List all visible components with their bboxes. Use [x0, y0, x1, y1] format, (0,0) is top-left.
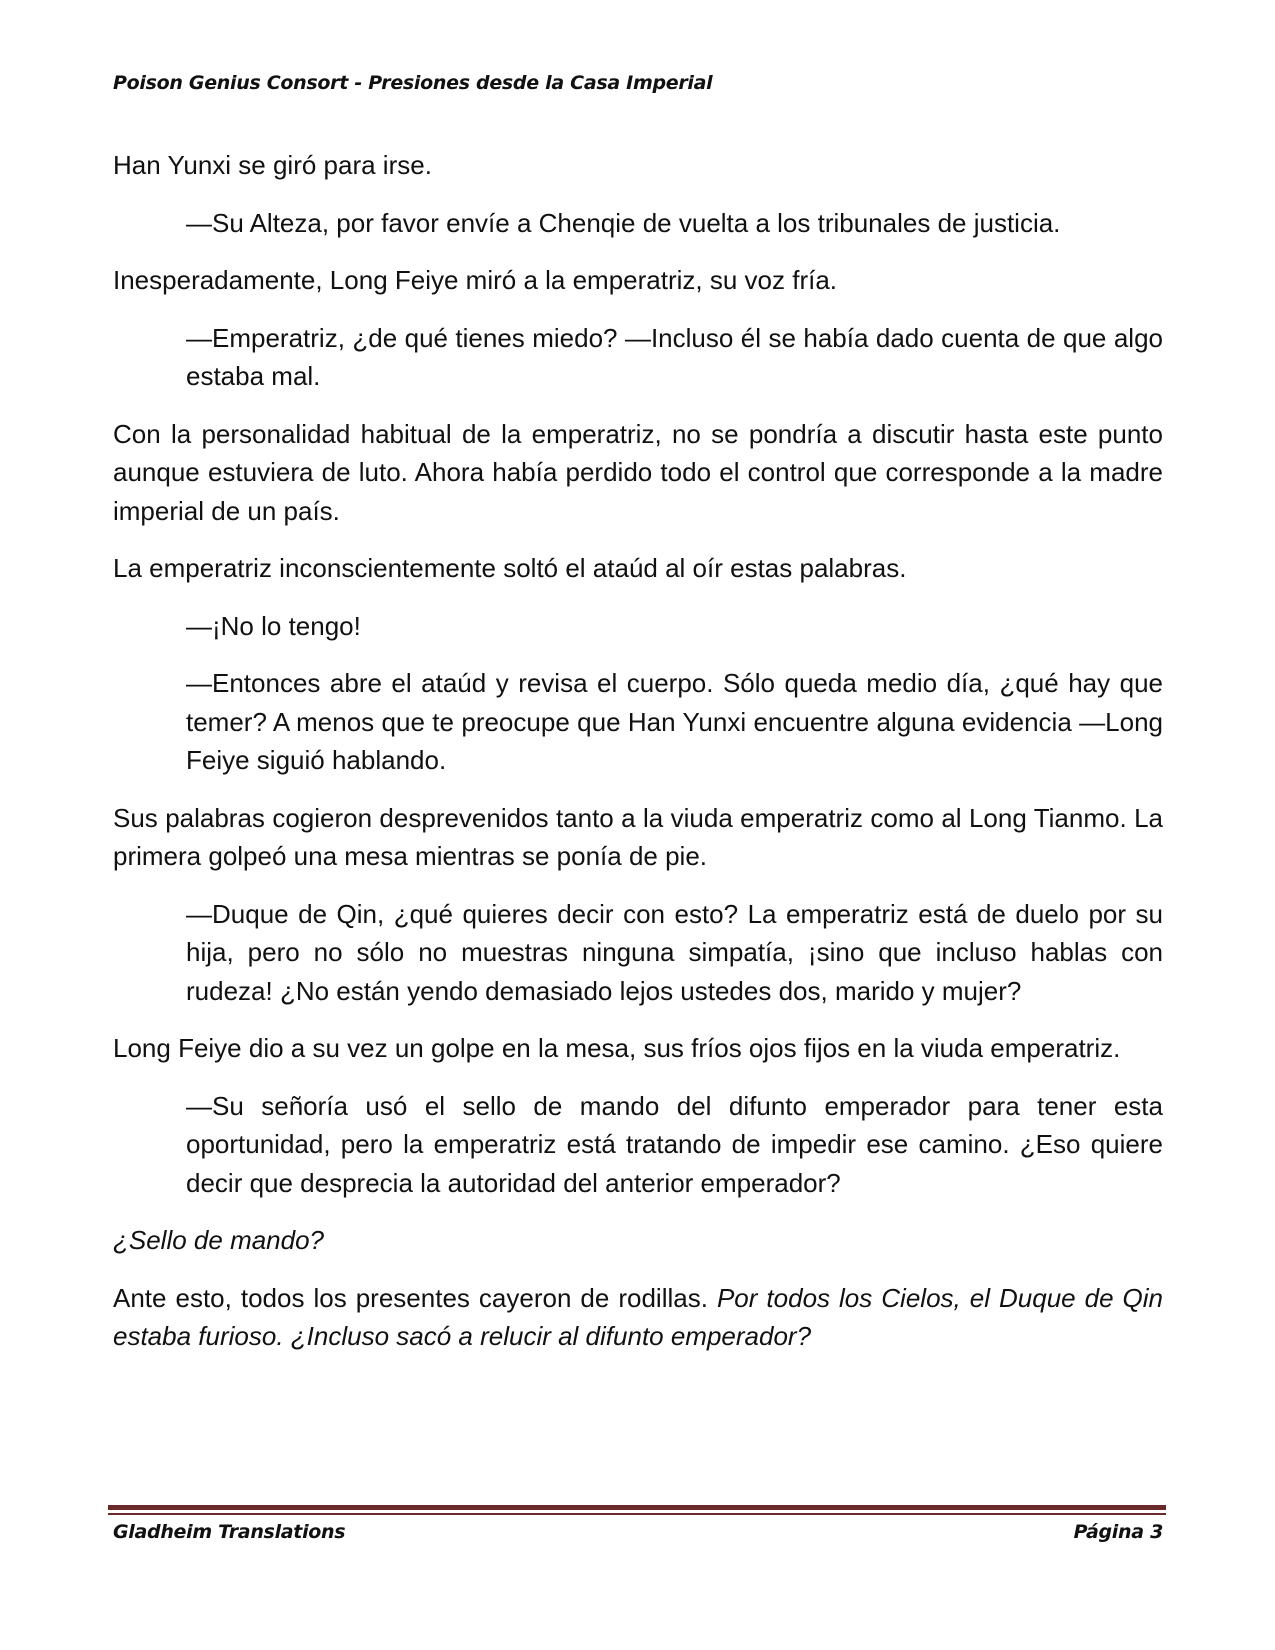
paragraph-plain-text: Ante esto, todos los presentes cayeron de rodillas.	[113, 1282, 717, 1313]
footer-divider-thick	[108, 1505, 1166, 1510]
page-header-title: Poison Genius Consort - Presiones desde la Casa Imperial	[113, 72, 713, 94]
dialogue-paragraph: —Su Alteza, por favor envíe a Chenqie de vuelta a los tribunales de justicia.	[186, 207, 1061, 238]
paragraph: Con la personalidad habitual de la emperatriz, no se pondría a discutir hasta este punto aunque estuviera de luto. Ahora había perdido todo el control que corresponde a la madre imperial de un país.	[113, 418, 1163, 526]
paragraph: La emperatriz inconscientemente soltó el ataúd al oír estas palabras.	[113, 553, 907, 583]
footer-divider-thin	[108, 1513, 1166, 1515]
paragraph: Long Feiye dio a su vez un golpe en la mesa, sus fríos ojos fijos en la viuda emperatriz.	[113, 1033, 1121, 1063]
page-body	[113, 146, 1163, 1375]
footer-publisher: Gladheim Translations	[113, 1521, 346, 1543]
dialogue-paragraph: —Duque de Qin, ¿qué quieres decir con esto? La emperatriz está de duelo por su hija, pero no sólo no muestras ninguna simpatía, ¡sino que incluso hablas con rudeza! ¿No están yendo demasiado lejos ustedes dos, marido y mujer?	[186, 898, 1163, 1006]
footer-page-number: Página 3	[1073, 1521, 1163, 1543]
paragraph-mixed	[113, 1279, 1163, 1356]
paragraph-italic-thought: Por todos los Cielos, el Duque de Qin estaba furioso. ¿Incluso sacó a relucir al difunto emperador?	[113, 1282, 1164, 1351]
dialogue-paragraph: —Su señoría usó el sello de mando del difunto emperador para tener esta oportunidad, pero la emperatriz está tratando de impedir ese camino. ¿Eso quiere decir que desprecia la autoridad del anterior emperador?	[186, 1090, 1163, 1198]
paragraph: Inesperadamente, Long Feiye miró a la emperatriz, su voz fría.	[113, 265, 838, 295]
dialogue-paragraph: —¡No lo tengo!	[186, 610, 361, 641]
paragraph: Sus palabras cogieron desprevenidos tanto a la viuda emperatriz como al Long Tianmo. La primera golpeó una mesa mientras se ponía de pie.	[113, 802, 1163, 871]
dialogue-paragraph: —Emperatriz, ¿de qué tienes miedo? —Incluso él se había dado cuenta de que algo estaba mal.	[186, 322, 1163, 391]
paragraph: Han Yunxi se giró para irse.	[113, 150, 432, 180]
dialogue-paragraph: —Entonces abre el ataúd y revisa el cuerpo. Sólo queda medio día, ¿qué hay que temer? A menos que te preocupe que Han Yunxi encuentre alguna evidencia —Long Feiye siguió hablando.	[186, 668, 1163, 775]
italic-thought-paragraph: ¿Sello de mando?	[113, 1225, 325, 1255]
